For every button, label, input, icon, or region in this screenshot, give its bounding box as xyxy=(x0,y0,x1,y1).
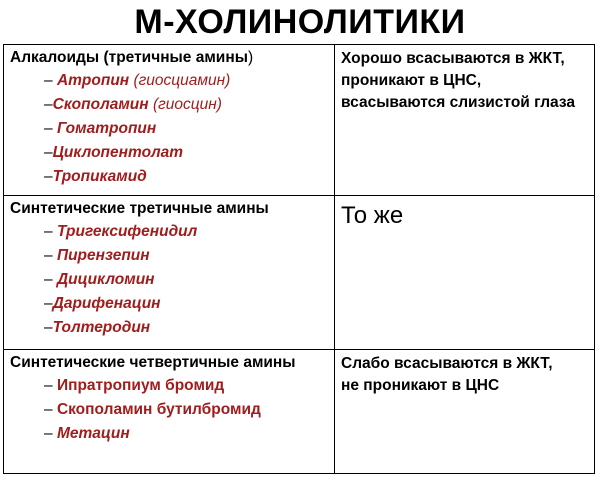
drug-item xyxy=(10,268,328,292)
table-row xyxy=(4,45,595,196)
properties-cell xyxy=(335,196,595,350)
group-cell xyxy=(4,350,335,474)
properties-cell xyxy=(335,350,595,474)
drug-name: Дицикломин xyxy=(56,271,155,288)
drug-name: Циклопентолат xyxy=(52,144,184,161)
drug-name: Тригексифенидил xyxy=(56,223,198,240)
drug-item xyxy=(10,374,328,398)
drug-dash: – xyxy=(44,72,57,89)
page-title: М-ХОЛИНОЛИТИКИ xyxy=(134,3,466,41)
property-line: Слабо всасываются в ЖКТ, xyxy=(341,355,553,372)
drug-item xyxy=(10,117,328,141)
group-cell xyxy=(4,196,335,350)
group-cell xyxy=(4,45,335,196)
group-heading-text: Синтетические третичные амины xyxy=(10,200,269,217)
drug-item xyxy=(10,69,328,93)
drug-name: Атропин xyxy=(56,72,130,89)
drug-item xyxy=(10,422,328,446)
drug-dash: – xyxy=(44,96,53,113)
drug-dash: – xyxy=(44,319,53,336)
drug-name: Ипратропиум бромид xyxy=(56,377,225,394)
group-heading xyxy=(10,48,328,67)
drug-dash: – xyxy=(44,271,57,288)
properties-cell xyxy=(335,45,595,196)
drug-item xyxy=(10,220,328,244)
drug-name: Скополамин бутилбромид xyxy=(56,401,261,418)
table-row xyxy=(4,196,595,350)
drug-item xyxy=(10,398,328,422)
drug-dash: – xyxy=(44,120,57,137)
drug-name: Метацин xyxy=(56,425,130,442)
drug-dash: – xyxy=(44,425,57,442)
group-heading-paren: ) xyxy=(247,49,254,66)
drug-item xyxy=(10,141,328,165)
property-line: всасываются слизистой глаза xyxy=(341,94,575,111)
property-line: проникают в ЦНС, xyxy=(341,72,482,89)
property-line: не проникают в ЦНС xyxy=(341,377,500,394)
same-as-above-text: То же xyxy=(341,202,404,229)
drug-name: Тропикамид xyxy=(52,168,147,185)
drug-dash: – xyxy=(44,168,53,185)
drug-item xyxy=(10,316,328,340)
property-line: Хорошо всасываются в ЖКТ, xyxy=(341,50,565,67)
drug-name: Пирензепин xyxy=(56,247,150,264)
drug-dash: – xyxy=(44,247,57,264)
drug-item xyxy=(10,165,328,189)
drug-synonym: (гиосциамин) xyxy=(129,72,231,89)
table-row xyxy=(4,350,595,474)
drug-name: Дарифенацин xyxy=(52,295,161,312)
group-heading-text: Синтетические четвертичные амины xyxy=(10,354,296,371)
drug-name: Скополамин xyxy=(52,96,149,113)
group-heading xyxy=(10,353,328,372)
drug-dash: – xyxy=(44,401,57,418)
drug-item xyxy=(10,93,328,117)
drug-dash: – xyxy=(44,144,53,161)
drug-synonym: (гиосцин) xyxy=(148,96,222,113)
drug-dash: – xyxy=(44,223,57,240)
drug-dash: – xyxy=(44,377,57,394)
drug-dash: – xyxy=(44,295,53,312)
classification-table xyxy=(3,44,595,474)
drug-name: Гоматропин xyxy=(56,120,157,137)
drug-name: Толтеродин xyxy=(52,319,151,336)
group-heading xyxy=(10,199,328,218)
drug-item xyxy=(10,292,328,316)
drug-item xyxy=(10,244,328,268)
group-heading-text: Алкалоиды (третичные амины xyxy=(10,49,248,66)
